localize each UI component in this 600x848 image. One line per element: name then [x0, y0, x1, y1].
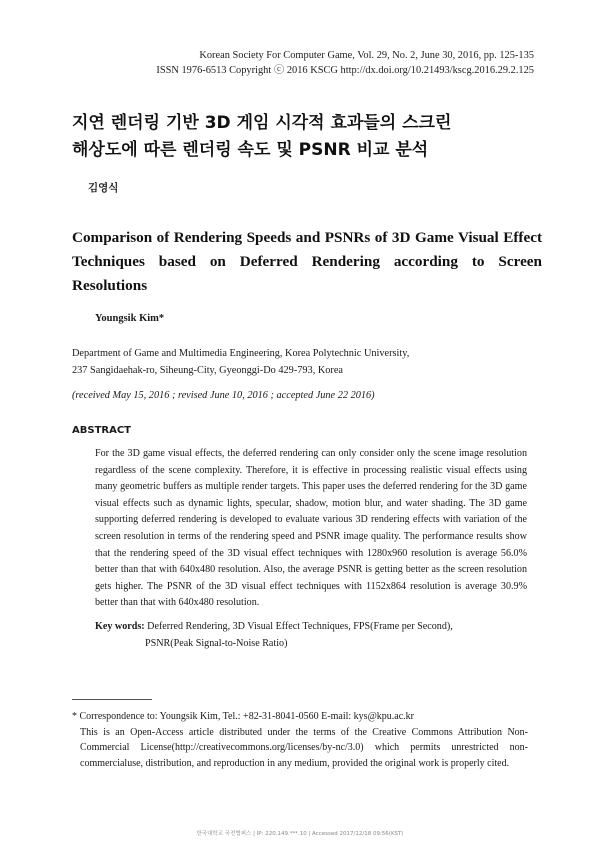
- correspondence-note: * Correspondence to: Youngsik Kim, Tel.: +82-31-8041-0560 E-mail: kys@kpu.ac.kr: [72, 711, 414, 722]
- issn-copyright-doi: ISSN 1976-6513 Copyright ⓒ 2016 KSCG http://dx.doi.org/10.21493/kscg.2016.29.2.125: [156, 65, 534, 76]
- keywords-line2: PSNR(Peak Signal-to-Noise Ratio): [145, 637, 288, 649]
- footnote-divider: [72, 699, 152, 700]
- keywords: [95, 619, 535, 652]
- affiliation-line2: 237 Sangidaehak-ro, Siheung-City, Gyeonggi-Do 429-793, Korea: [72, 365, 344, 376]
- keywords-line1: Deferred Rendering, 3D Visual Effect Techniques, FPS(Frame per Second),: [144, 621, 453, 632]
- title-korean-line1: 지연 렌더링 기반 3D 게임 시각적 효과들의 스크린: [72, 113, 452, 133]
- keywords-label: Key words:: [95, 621, 145, 632]
- abstract-body: For the 3D game visual effects, the deferred rendering can only consider only the scene image resolution regardless of the scene complexity. Therefore, it is effective in processing realistic visual effects using many geometric buffers as multiple render targets. This paper uses the deferred rendering for the 3D game visual effects such as dynamic lights, specular, shadow, motion blur, and water shading. The 3D game supporting deferred rendering is developed to evaluate various 3D rendering effects with variation of the screen resolution in terms of the rendering speed and PSNR image quality. The performance results show that the rendering speed of the 3D visual effect techniques with 1280x960 resolution is average 56.0% better than that with 640x480 resolution. Also, the average PSNR is getting better as the screen resolution gets higher. The PSNR of the 3D visual effect techniques with 1152x864 resolution is average 30.9% better than that with 640x480 resolution.: [95, 448, 527, 609]
- abstract-heading: ABSTRACT: [72, 425, 131, 436]
- author-korean: 김영식: [88, 182, 119, 194]
- journal-header: [54, 48, 534, 78]
- footnote: [72, 709, 528, 771]
- author-english: Youngsik Kim*: [95, 313, 165, 324]
- affiliation: [72, 345, 542, 379]
- affiliation-line1: Department of Game and Multimedia Engineering, Korea Polytechnic University,: [72, 348, 410, 359]
- title-korean: [72, 110, 542, 164]
- title-english: Comparison of Rendering Speeds and PSNRs of 3D Game Visual Effect Techniques based on Deferred Rendering according to Screen Resolutions: [72, 229, 542, 294]
- journal-citation: Korean Society For Computer Game, Vol. 29, No. 2, June 30, 2016, pp. 125-135: [199, 50, 534, 61]
- download-stamp: 한국대학교 국전협퍼스 | IP: 220.149.***.10 | Accessed 2017/12/18 09:56(KST): [196, 831, 404, 837]
- title-korean-line2: 해상도에 따른 렌더링 속도 및 PSNR 비교 분석: [72, 140, 429, 160]
- license-note: This is an Open-Access article distributed under the terms of the Creative Commons Attribution Non-Commercial License(http://creativecommons.org/licenses/by-nc/3.0) which permits unrestricted non-commercialuse, distribution, and reproduction in any medium, provided the original work is properly cited.: [80, 726, 528, 769]
- submission-dates: (received May 15, 2016 ; revised June 10, 2016 ; accepted June 22 2016): [72, 390, 375, 401]
